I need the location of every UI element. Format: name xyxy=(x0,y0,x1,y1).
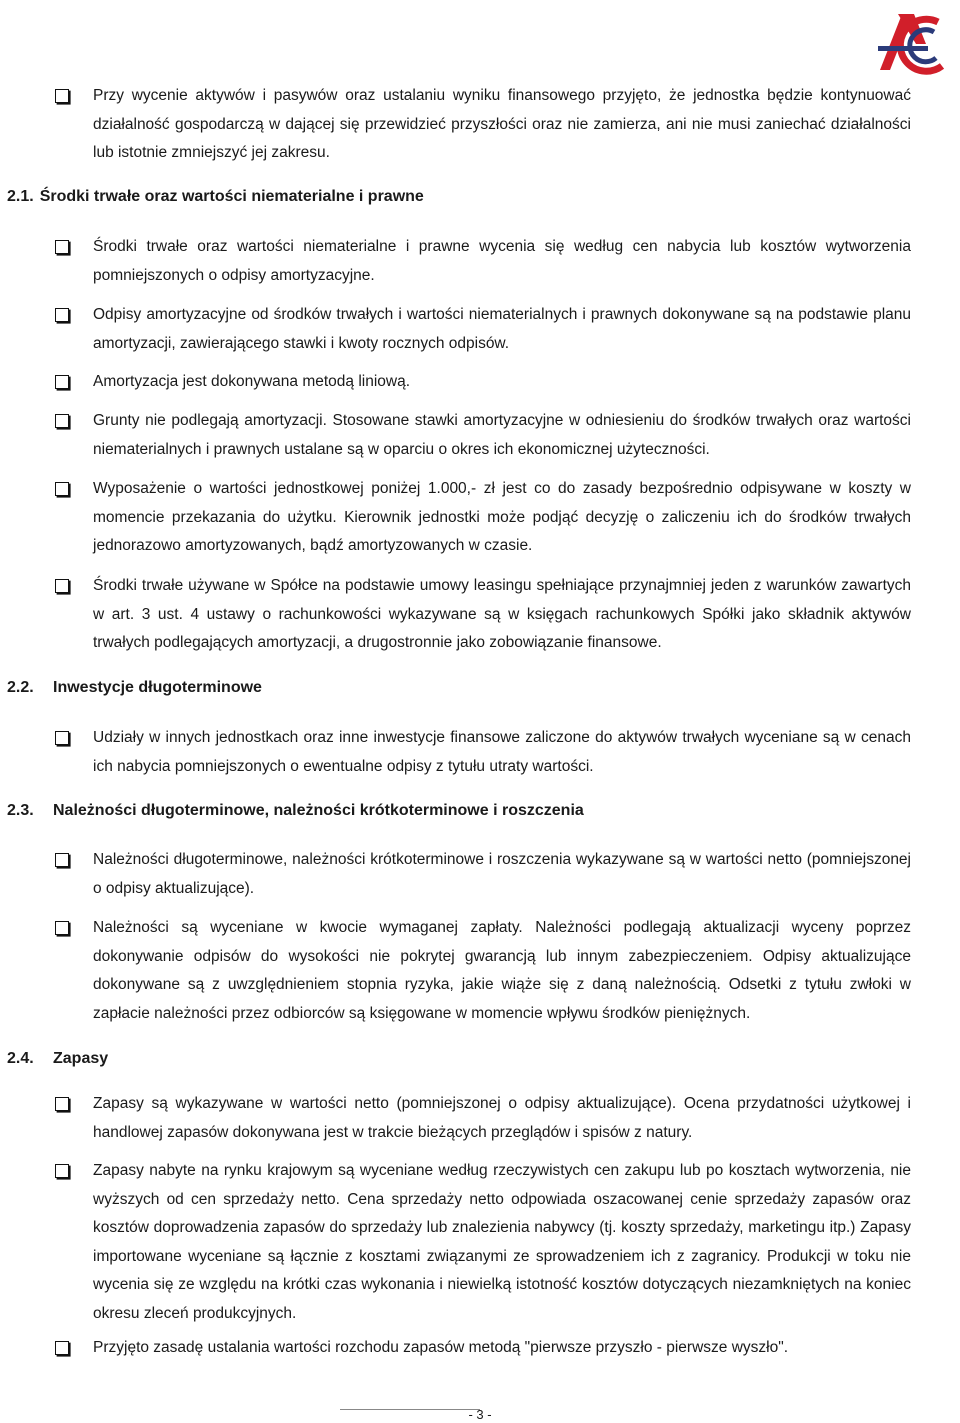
section-heading xyxy=(7,677,262,699)
checkbox-bullet-icon xyxy=(55,579,69,593)
checkbox-bullet-icon xyxy=(55,308,69,322)
item-text: Przyjęto zasadę ustalania wartości rozchodu zapasów metodą "pierwsze przyszło - pierwsze wyszło". xyxy=(93,1339,789,1356)
section-title: Zapasy xyxy=(53,1050,109,1067)
item-text: Amortyzacja jest dokonywana metodą liniową. xyxy=(93,373,411,390)
list-item xyxy=(93,572,911,658)
list-item xyxy=(93,475,911,561)
list-item xyxy=(93,368,911,397)
list-item xyxy=(93,1157,911,1328)
section-heading xyxy=(7,800,584,822)
list-item xyxy=(93,914,911,1028)
item-text: Przy wycenie aktywów i pasywów oraz ustalaniu wyniku finansowego przyjęto, że jednostka będzie kontynuować działalność gospodarczą w dającej się przewidzieć przyszłości oraz nie zamierza, ani nie musi zaniechać działalności lub istotnie zmniejszyć jej zakresu. xyxy=(93,87,911,161)
section-number: 2.2. xyxy=(7,679,34,696)
section-heading xyxy=(7,186,424,208)
checkbox-bullet-icon xyxy=(55,1341,69,1355)
list-item xyxy=(93,1334,911,1363)
item-text: Zapasy są wykazywane w wartości netto (pomniejszonej o odpisy aktualizujące). Ocena przydatności użytkowej i handlowej zapasów dokonywana jest w trakcie bieżących przeglądów i spisów z natury. xyxy=(93,1095,911,1141)
list-item xyxy=(93,1090,911,1147)
item-text: Zapasy nabyte na rynku krajowym są wyceniane według rzeczywistych cen zakupu lub po kosztach wytworzenia, nie wyższych od cen sprzedaży netto. Cena sprzedaży netto odpowiada oszacowanej cenie sprzedaży zapasów oraz kosztów doprowadzenia zapasów do sprzedaży lub znalezienia nabywcy (tj. koszty sprzedaży, marketingu itp.) Zapasy importowane wyceniane są łącznie z kosztami związanymi ze sprowadzeniem ich z zagranicy. Produkcji w toku nie wycenia się ze względu na krótki czas wykonania i niewielką istotność kosztów dotyczących niezamkniętych na koniec okresu zleceń produkcyjnych. xyxy=(93,1162,911,1322)
list-item xyxy=(93,301,911,358)
list-item xyxy=(93,233,911,290)
checkbox-bullet-icon xyxy=(55,89,69,103)
section-number: 2.4. xyxy=(7,1050,34,1067)
checkbox-bullet-icon xyxy=(55,731,69,745)
checkbox-bullet-icon xyxy=(55,921,69,935)
section-title: Inwestycje długoterminowe xyxy=(53,679,262,696)
section-title: Należności długoterminowe, należności krótkoterminowe i roszczenia xyxy=(53,802,584,819)
item-text: Grunty nie podlegają amortyzacji. Stosowane stawki amortyzacyjne w odniesieniu do środków trwałych oraz wartości niematerialnych i prawnych ustalane są w oparciu o okres ich ekonomicznej użyteczności. xyxy=(93,412,911,458)
checkbox-bullet-icon xyxy=(55,1097,69,1111)
section-number: 2.1. xyxy=(7,188,34,205)
checkbox-bullet-icon xyxy=(55,853,69,867)
item-text: Udziały w innych jednostkach oraz inne inwestycje finansowe zaliczone do aktywów trwałych wyceniane są w cenach ich nabycia pomniejszonych o ewentualne odpisy z tytułu utraty wartości. xyxy=(93,729,911,775)
list-item xyxy=(93,724,911,781)
checkbox-bullet-icon xyxy=(55,482,69,496)
checkbox-bullet-icon xyxy=(55,414,69,428)
checkbox-bullet-icon xyxy=(55,1164,69,1178)
section-number: 2.3. xyxy=(7,802,34,819)
page-number: - 3 - xyxy=(468,1407,492,1422)
item-text: Odpisy amortyzacyjne od środków trwałych i wartości niematerialnych i prawnych dokonywane są na podstawie planu amortyzacji, zawierającego stawki i kwoty rocznych odpisów. xyxy=(93,306,911,352)
item-text: Wyposażenie o wartości jednostkowej poniżej 1.000,- zł jest co do zasady bezpośrednio odpisywane w koszty w momencie przekazania do użytku. Kierownik jednostki może podjąć decyzję o zaliczeniu ich do środków trwałych jednorazowo amortyzowanych, bądź amortyzowanych w czasie. xyxy=(93,480,911,554)
checkbox-bullet-icon xyxy=(55,240,69,254)
section-heading xyxy=(7,1048,108,1070)
item-text: Należności są wyceniane w kwocie wymaganej zapłaty. Należności podlegają aktualizacji wyceny poprzez dokonywanie odpisów do wysokości nie pokrytej gwarancją lub innym zabezpieczeniem. Odpisy aktualizujące dokonywane są z uwzględnieniem stopnia ryzyka, jakie wiąże się z daną należnością. Odsetki z tytułu zwłoki w zapłacie należności przez odbiorców są księgowane w momencie wpływu środków pieniężnych. xyxy=(93,919,911,1022)
list-item xyxy=(93,82,911,168)
checkbox-bullet-icon xyxy=(55,375,69,389)
item-text: Środki trwałe używane w Spółce na podstawie umowy leasingu spełniające przynajmniej jeden z warunków zawartych w art. 3 ust. 4 ustawy o rachunkowości wykazywane są w księgach rachunkowych Spółki jako składnik aktywów trwałych podlegających amortyzacji, a drugostronnie jako zobowiązanie finansowe. xyxy=(93,577,911,651)
item-text: Środki trwałe oraz wartości niematerialne i prawne wycenia się według cen nabycia lub kosztów wytworzenia pomniejszonych o odpisy amortyzacyjne. xyxy=(93,238,911,284)
list-item xyxy=(93,846,911,903)
item-text: Należności długoterminowe, należności krótkoterminowe i roszczenia wykazywane są w wartości netto (pomniejszonej o odpisy aktualizujące). xyxy=(93,851,911,897)
company-logo-icon xyxy=(868,4,956,84)
section-title: Środki trwałe oraz wartości niematerialne i prawne xyxy=(39,188,424,205)
list-item xyxy=(93,407,911,464)
